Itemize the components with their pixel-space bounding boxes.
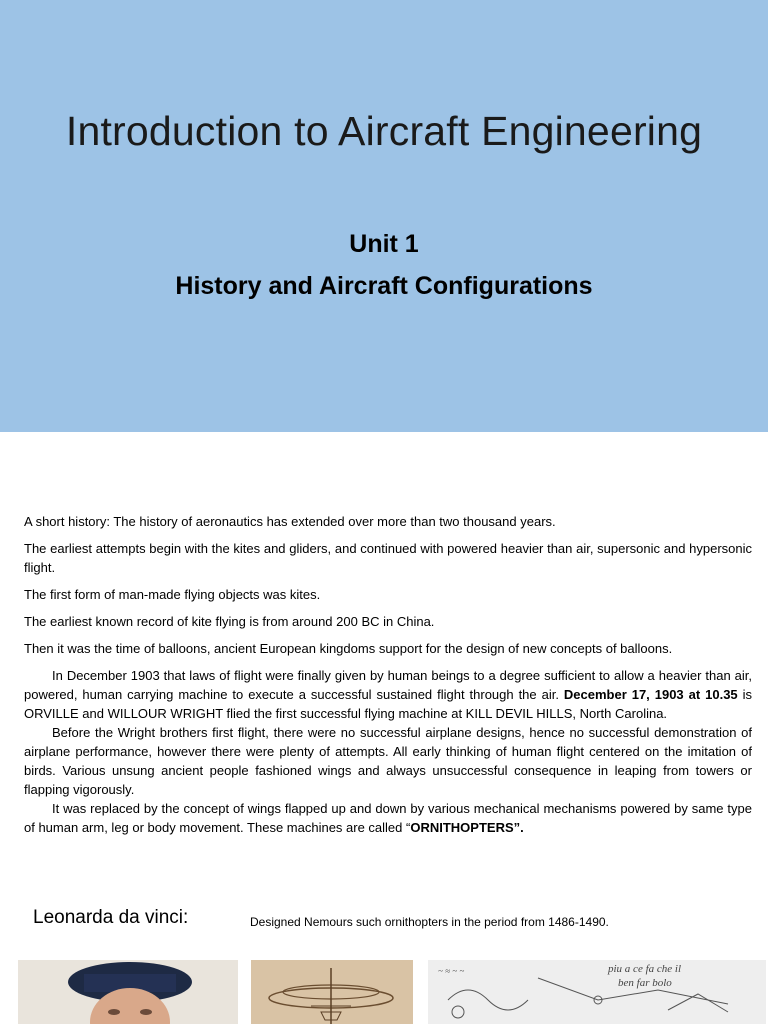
paragraph-kites: The first form of man-made flying objects was kites. — [24, 587, 321, 602]
lead-label: A short history: — [24, 514, 110, 529]
term-ornithopters: ORNITHOPTERS”. — [410, 820, 524, 835]
slide-subtitle: History and Aircraft Configurations — [175, 272, 593, 300]
paragraph-wright: Before the Wright brothers first flight, there were no successful airplane designs, hence no successful demonstration of airplane performance, however there were plenty of attempts. All early thinking of human flight centered on the imitation of birds. Various unsung ancient people fashioned wings and always unsuccessful consequence in leaping from towers or flapping vigorously. — [24, 725, 752, 797]
history-text — [24, 512, 752, 837]
paragraph-earliest: The earliest attempts begin with the kites and gliders, and continued with powered heavier than air, supersonic and hypersonic flight. — [24, 541, 752, 575]
unit-label: Unit 1 — [349, 230, 419, 258]
section-note: Designed Nemours such ornithopters in the period from 1486-1490. — [250, 915, 609, 929]
paragraph-balloons: Then it was the time of balloons, ancient European kingdoms support for the design of new concepts of balloons. — [24, 641, 673, 656]
svg-text:~ ≈ ~ ~: ~ ≈ ~ ~ — [438, 966, 465, 976]
sketch-script-line1: piu a ce fa che il — [608, 963, 682, 975]
manuscript-sketch — [428, 960, 766, 1024]
term-aeronautics: history of aeronautics — [139, 514, 263, 529]
sketch-script-line2: ben far bolo — [618, 977, 672, 989]
slide-title: Introduction to Aircraft Engineering — [65, 108, 703, 154]
paragraph-intro: A short history: The history of aeronautics has extended over more than two thousand years. — [24, 514, 556, 529]
paragraph-1903: In December 1903 that laws of flight were finally given by human beings to a degree sufficient to allow a heavier than air, powered, human carrying machine to execute a successful sustained flight through the air. December 17, 1903 at 10.35 is ORVILLE and WILLOUR WRIGHT flied the first successful flying machine at KILL DEVIL HILLS, North Carolina. — [24, 668, 752, 721]
paragraph-ornithopters: It was replaced by the concept of wings flapped up and down by various mechanical mechanisms powered by same type of human arm, leg or body movement. These machines are called “ORNITHOPTERS”. — [24, 801, 752, 835]
title-banner — [0, 0, 768, 432]
portrait-image — [18, 960, 238, 1024]
paragraph-china: The earliest known record of kite flying is from around 200 BC in China. — [24, 614, 435, 629]
helical-screw-sketch — [251, 960, 413, 1024]
date-highlight: December 17, 1903 at 10.35 — [563, 687, 738, 702]
section-heading: Leonarda da vinci: — [33, 907, 189, 928]
